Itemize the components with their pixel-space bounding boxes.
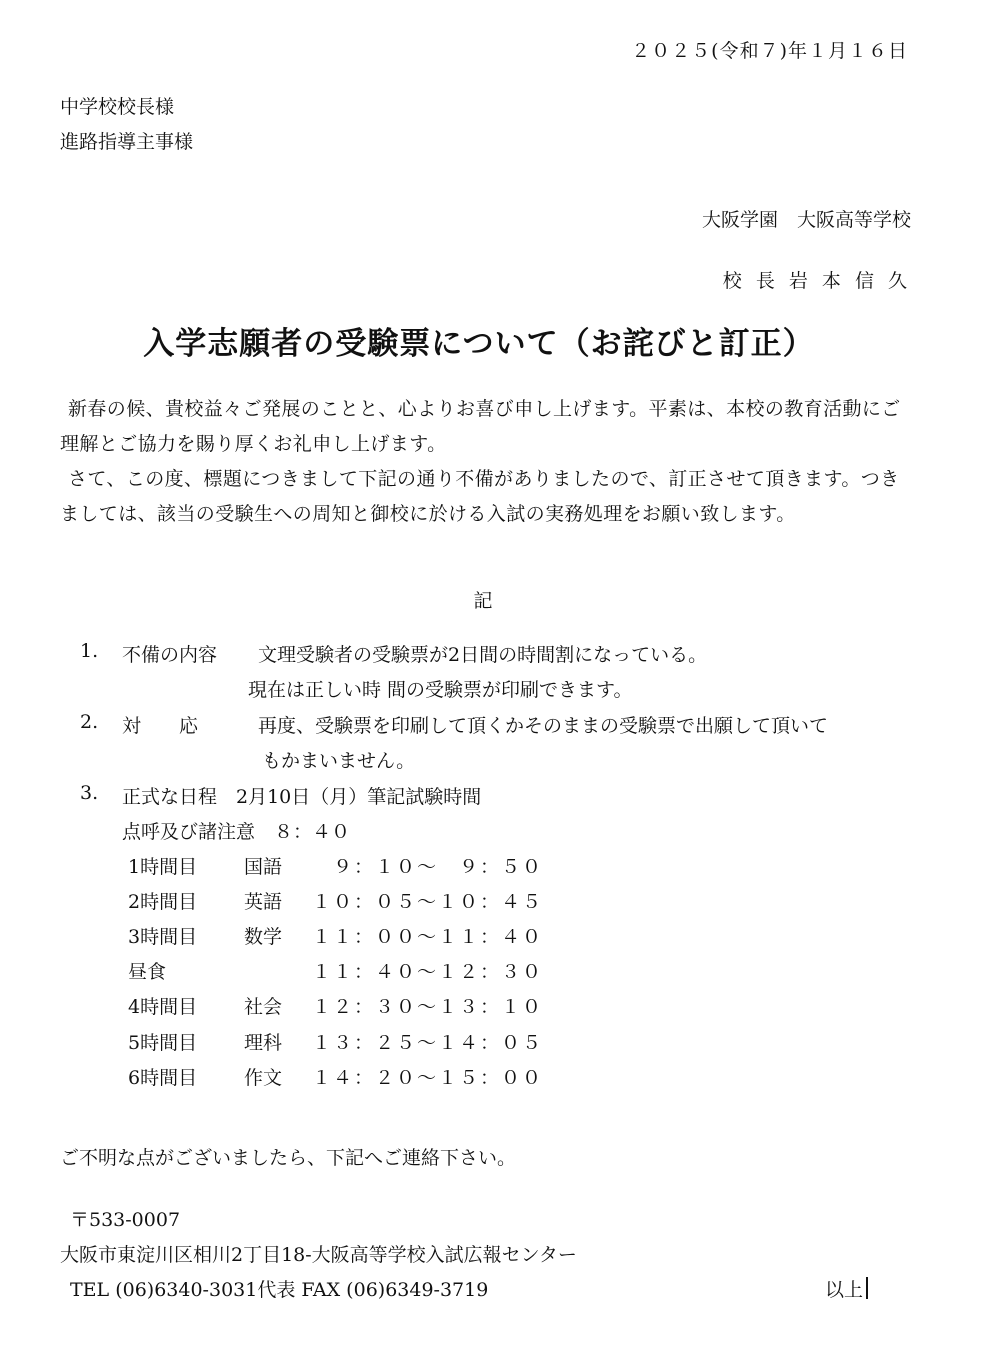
item-label: 対 応 (122, 715, 199, 737)
schedule-time: １２：３０～１３：１０ (312, 996, 544, 1018)
schedule-time: １４：２０～１５：００ (312, 1067, 544, 1089)
schedule-row (0, 957, 600, 987)
item-content-line: もかまいません。 (262, 750, 416, 772)
document-title: 入学志願者の受験票について（お詫びと訂正） (143, 326, 815, 362)
recipient-principal: 中学校校長様 (60, 96, 175, 118)
schedule-period: 1時間目 (128, 856, 198, 878)
contact-address: 大阪市東淀川区相川2丁目18-大阪高等学校入試広報センター (60, 1244, 577, 1266)
contact-request: ご不明な点がございましたら、下記へご連絡下さい。 (60, 1147, 517, 1169)
schedule-period: 昼食 (128, 961, 167, 983)
schedule-period: 5時間目 (128, 1032, 198, 1054)
recipient-guidance-director: 進路指導主事様 (60, 131, 194, 153)
document-date: ２０２５(令和７)年１月１６日 (631, 40, 908, 62)
ki-heading: 記 (473, 590, 493, 612)
body-paragraph-notice: さて、この度、標題につきまして下記の通り不備がありましたので、訂正させて頂きます。つきましては、該当の受験生への周知と御校に於ける入試の実務処理をお願い致します。 (60, 468, 900, 525)
schedule-row (0, 1028, 600, 1058)
text-cursor (866, 1277, 868, 1299)
item-content-line: 現在は正しい時 間の受験票が印刷できます。 (248, 679, 633, 701)
schedule-period: 2時間目 (128, 891, 198, 913)
item-content-line: 再度、受験票を印刷して頂くかそのままの受験票で出願して頂いて (258, 715, 829, 737)
item-label: 正式な日程 2月10日（月）筆記試験時間 (122, 786, 482, 808)
postal-code: 〒533-0007 (70, 1209, 181, 1231)
item-number: 1. (80, 640, 99, 662)
item-content-line: 文理受験者の受験票が2日間の時間割になっている。 (258, 644, 708, 666)
schedule-time: １０：０５～１０：４５ (312, 891, 544, 913)
schedule-time: １１：００～１１：４０ (312, 926, 544, 948)
schedule-period: 4時間目 (128, 996, 198, 1018)
sender-principal: 校 長 岩 本 信 久 (722, 270, 911, 292)
schedule-subject: 理科 (244, 1032, 283, 1054)
schedule-period: 3時間目 (128, 926, 198, 948)
schedule-row (0, 1063, 600, 1093)
schedule-row (0, 887, 600, 917)
schedule-subject: 国語 (244, 856, 283, 878)
schedule-row (0, 992, 600, 1022)
schedule-time: ９：１０～ ９：５０ (312, 856, 544, 878)
body-paragraph-greeting: 新春の候、貴校益々ご発展のことと、心よりお喜び申し上げます。平素は、本校の教育活動にご理解とご協力を賜り厚くお礼申し上げます。 (60, 398, 901, 455)
schedule-subject: 作文 (244, 1067, 283, 1089)
item-number: 3. (80, 782, 99, 804)
contact-phone-fax: TEL (06)6340-3031代表 FAX (06)6349-3719 (70, 1279, 489, 1301)
schedule-subject: 英語 (244, 891, 283, 913)
schedule-time: １１：４０～１２：３０ (312, 961, 544, 983)
schedule-time: １３：２５～１４：０５ (312, 1032, 544, 1054)
sender-school: 大阪学園 大阪高等学校 (701, 209, 911, 231)
schedule-row (0, 852, 600, 882)
item-label: 不備の内容 (122, 644, 218, 666)
roll-call-time: 点呼及び諸注意 ８：４０ (122, 821, 351, 843)
schedule-subject: 社会 (244, 996, 283, 1018)
closing-ijo: 以上 (825, 1279, 864, 1301)
schedule-row (0, 922, 600, 952)
schedule-subject: 数学 (244, 926, 283, 948)
schedule-period: 6時間目 (128, 1067, 198, 1089)
item-number: 2. (80, 711, 99, 733)
